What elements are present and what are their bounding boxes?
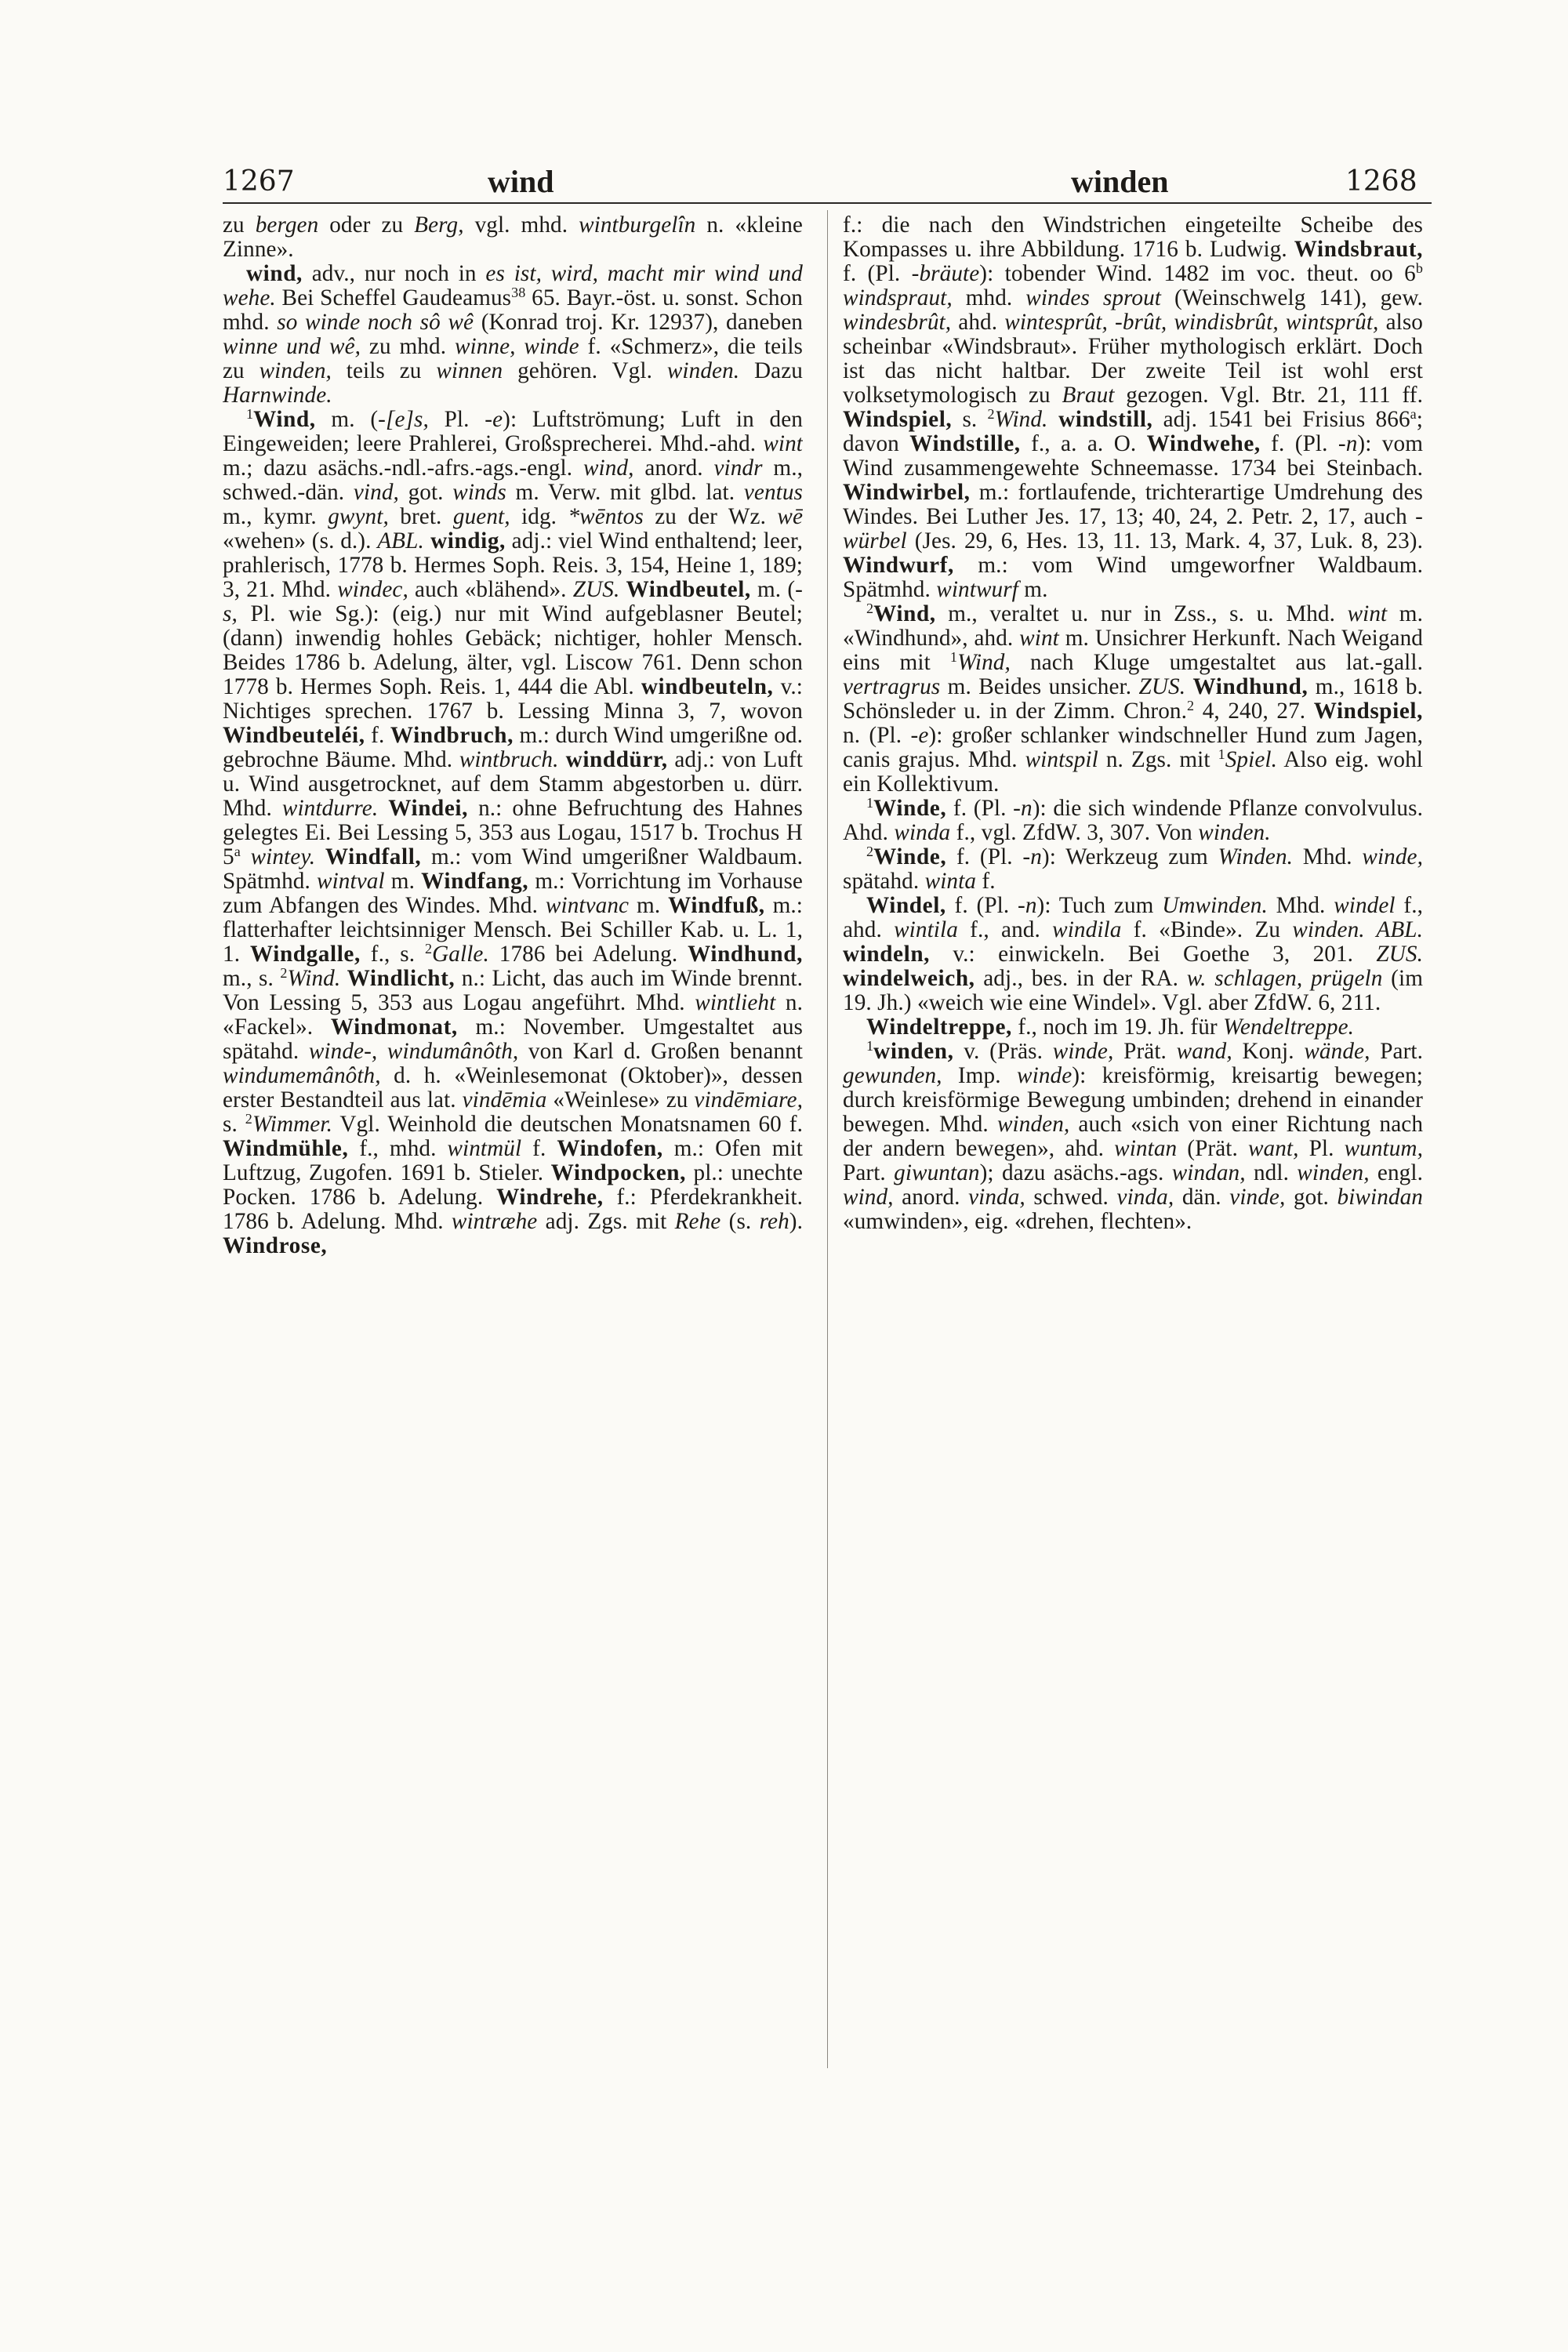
right-column-entry — [843, 213, 1423, 602]
italic-text: wintval — [317, 869, 385, 894]
superscript: 2 — [424, 941, 433, 957]
italic-text: wintræhe — [451, 1209, 538, 1234]
italic-text: Galle. — [432, 942, 489, 967]
italic-text: ABL. — [377, 528, 424, 554]
italic-text: ventus — [743, 480, 803, 505]
entry-text: vgl. mhd. — [463, 213, 579, 238]
entry-text: Imp. — [942, 1063, 1018, 1088]
entry-text: ahd. — [951, 310, 1005, 335]
italic-text: Winden. — [1218, 844, 1294, 869]
entry-text: auch «sich von einer Richtung nach der andern bewegen», ahd. — [843, 1112, 1423, 1161]
entry-text: von Karl d. Großen benannt — [518, 1039, 803, 1064]
italic-text: bräute — [919, 261, 980, 286]
headword: Windwurf, — [843, 553, 954, 578]
entry-text: adj., bes. in der RA. — [975, 966, 1187, 991]
entry-text: (Prät. — [1177, 1136, 1248, 1161]
italic-text: winde, — [1362, 844, 1423, 869]
entry-text: Part. — [843, 1160, 895, 1185]
headword: Windspiel, — [1313, 699, 1423, 724]
entry-text: ): tobender Wind. 1482 im voc. theut. oo 6 — [979, 261, 1416, 286]
entry-text: Pl. - — [428, 407, 493, 432]
entry-text: m., veraltet u. nur in Zss., s. u. Mhd. — [935, 601, 1348, 626]
italic-text: reh — [759, 1209, 789, 1234]
italic-text: biwindan — [1337, 1185, 1423, 1210]
entry-text: s. — [223, 1112, 245, 1137]
italic-text: ZUS. — [572, 577, 620, 602]
entry-text: Prät. — [1113, 1039, 1177, 1064]
headword: windstill, — [1047, 407, 1153, 432]
italic-text: winds — [452, 480, 506, 505]
italic-text: wintlieht — [695, 990, 776, 1015]
italic-text: wint — [763, 431, 803, 456]
italic-text: windila — [1052, 917, 1122, 942]
italic-text: gewunden, — [843, 1063, 942, 1088]
italic-text: winta — [924, 869, 977, 894]
italic-text: winne und wê, — [223, 334, 361, 359]
headword: Windfuß, — [668, 893, 765, 918]
entry-text: ): vom Wind zusammengewehte Schneemasse. 1734 bei Steinbach. — [843, 431, 1423, 481]
entry-text: m.: Ofen mit Luftzug, Zugofen. 1691 b. Stieler. — [223, 1136, 803, 1185]
headword: Windrose, — [223, 1233, 328, 1258]
italic-text: wand, — [1176, 1039, 1232, 1064]
italic-text: wände, — [1304, 1039, 1370, 1064]
entry-text: adv., nur noch in — [302, 261, 486, 286]
entry-text: spätahd. — [843, 869, 925, 894]
right-page-number: 1268 — [1345, 165, 1417, 198]
entry-text: f. — [365, 723, 390, 748]
italic-text: winden, — [996, 1112, 1070, 1137]
entry-text: ); dazu asächs.-ags. — [979, 1160, 1172, 1185]
entry-text: nach Kluge umgestaltet aus lat.-gall. — [1010, 650, 1423, 675]
italic-text: want, — [1247, 1136, 1299, 1161]
entry-text: f. «Schmerz», die teils zu — [223, 334, 803, 383]
entry-text: ): Luftströmung; Luft in den Eingeweiden; leere Prahlerei, Großsprecherei. Mhd.-ahd. — [223, 407, 803, 456]
headword: Windeltreppe, — [866, 1014, 1012, 1040]
entry-text: ): Tuch zum — [1036, 893, 1163, 918]
headword: Windei, — [378, 796, 469, 821]
italic-text: gwynt, — [328, 504, 389, 529]
entry-text: «wehen» (s. d.). — [223, 528, 378, 554]
entry-text: f., mhd. — [348, 1136, 448, 1161]
entry-text: m. Verw. mit glbd. lat. — [506, 480, 744, 505]
entry-text: f. — [521, 1136, 557, 1161]
entry-text: (Konrad troj. Kr. 12937), daneben — [474, 310, 803, 335]
italic-text: würbel — [843, 528, 907, 554]
entry-text: Mhd. — [1293, 844, 1363, 869]
entry-text: Vgl. Weinhold die deutschen Monatsnamen 60 f. — [332, 1112, 803, 1137]
entry-text: f. (Pl. - — [946, 844, 1031, 869]
headword: Windstille, — [909, 431, 1021, 456]
entry-text: m. — [384, 869, 422, 894]
entry-text: 1786 bei Adelung. — [488, 942, 688, 967]
superscript: 2 — [1187, 698, 1195, 714]
left-column-entry — [223, 262, 803, 408]
superscript: 2 — [245, 1111, 252, 1127]
headword: Wind, — [253, 407, 316, 432]
superscript: 2 — [866, 844, 874, 860]
left-column-entry — [223, 213, 803, 262]
italic-text: winden. — [1292, 917, 1365, 942]
entry-text: mhd. — [952, 285, 1026, 310]
entry-text: (Jes. 29, 6, Hes. 13, 11. 13, Mark. 4, 37, Luk. 8, 23). — [906, 528, 1423, 554]
entry-text: ): Werkzeug zum — [1041, 844, 1218, 869]
entry-text: f., and. — [957, 917, 1053, 942]
entry-text: engl. — [1369, 1160, 1423, 1185]
entry-text: ). — [789, 1209, 803, 1234]
headword: Windfang, — [421, 869, 529, 894]
right-keyword: winden — [1071, 164, 1169, 199]
italic-text: giwuntan — [894, 1160, 980, 1185]
entry-text: m.: durch Wind umgerißne od. gebrochne Bäume. Mhd. — [223, 723, 803, 772]
entry-text: (im 19. Jh.) «weich wie eine Windel». Vgl. aber ZfdW. 6, 211. — [843, 966, 1423, 1015]
entry-text: v.: Nichtiges sprechen. 1767 b. Lessing Minna 3, 7, wovon — [223, 674, 803, 724]
italic-text: wintey. — [250, 844, 316, 869]
italic-text: winden. — [666, 358, 740, 383]
italic-text: Umwinden. — [1162, 893, 1268, 918]
italic-text: *wēntos — [568, 504, 644, 529]
italic-text: windes sprout — [1025, 285, 1162, 310]
italic-text: winne, winde — [454, 334, 579, 359]
italic-text: Wind. — [994, 407, 1048, 432]
entry-text: adj.: von Luft u. Wind ausgetrocknet, auf dem Stamm abgestorben u. dürr. Mhd. — [223, 747, 803, 821]
italic-text: wintmül — [447, 1136, 522, 1161]
italic-text: vind, — [353, 480, 399, 505]
entry-text: adj. Zgs. mit — [537, 1209, 675, 1234]
entry-text: teils zu — [331, 358, 437, 383]
entry-text: m.: vom Wind umgeworfner Waldbaum. Spätmhd. — [843, 553, 1423, 602]
entry-text: 4, 240, 27. — [1194, 699, 1314, 724]
headword: Windgalle, — [249, 942, 361, 967]
italic-text: n — [1345, 431, 1358, 456]
italic-text: Spiel. — [1225, 747, 1277, 772]
italic-text: wintan — [1114, 1136, 1178, 1161]
entry-text: f., ahd. — [843, 893, 1423, 942]
entry-text: f. (Pl. - — [1260, 431, 1346, 456]
italic-text: wuntum, — [1344, 1136, 1423, 1161]
entry-text: n. «kleine Zinne». — [223, 213, 803, 262]
headword: Winde, — [873, 796, 947, 821]
italic-text: w. schlagen, prügeln — [1186, 966, 1383, 991]
headword: Windbeutel, — [619, 577, 751, 602]
superscript: 1 — [246, 406, 254, 423]
entry-text: n. «Fackel». — [223, 990, 803, 1040]
entry-text: ): die sich windende Pflanze convolvulus. Ahd. — [843, 796, 1423, 845]
column-divider — [827, 210, 828, 2068]
entry-text: f. (Pl. - — [843, 261, 920, 286]
entry-text: m. — [1018, 577, 1048, 602]
entry-text: 65. Bayr.-öst. u. sonst. Schon mhd. — [223, 285, 803, 335]
italic-text: wintspil — [1025, 747, 1098, 772]
italic-text: [e]s, — [386, 407, 429, 432]
italic-text: vindēmia — [462, 1087, 547, 1112]
headword: Windmühle, — [223, 1136, 349, 1161]
headword: winden, — [873, 1039, 954, 1064]
entry-text: n.: ohne Befruchtung des Hahnes gelegtes Ei. Bei Lessing 5, 353 aus Logau, 1517 b. Trochus H 5 — [223, 796, 803, 869]
entry-text: s. — [952, 407, 988, 432]
headword: windeln, — [843, 942, 931, 967]
italic-text: e — [918, 723, 929, 748]
italic-text: Braut — [1062, 383, 1115, 408]
entry-text: Pl. — [1298, 1136, 1345, 1161]
headword: Windbeuteléi, — [223, 723, 365, 748]
headword: wind, — [246, 261, 303, 286]
entry-text: ): großer schlanker windschneller Hund zum Jagen, canis grajus. Mhd. — [843, 723, 1423, 772]
headword: Windhund, — [1185, 674, 1308, 699]
italic-text: Wind. — [287, 966, 341, 991]
italic-text: Wendeltreppe. — [1223, 1014, 1355, 1040]
headword: Windbruch, — [390, 723, 514, 748]
entry-text: got. — [398, 480, 453, 505]
italic-text: Berg, — [414, 213, 464, 238]
italic-text: wint — [1019, 626, 1059, 651]
entry-text: Part. — [1370, 1039, 1423, 1064]
headword: Windmonat, — [330, 1014, 458, 1040]
entry-text: Dazu — [739, 358, 803, 383]
italic-text: winde-, windumânôth, — [308, 1039, 519, 1064]
entry-text: n.: Licht, das auch im Winde brennt. Von Lessing 5, 353 aus Logau angeführt. Mhd. — [223, 966, 803, 1015]
headword: Windfall, — [315, 844, 422, 869]
entry-text: m. — [629, 893, 669, 918]
italic-text: windan, — [1171, 1160, 1246, 1185]
italic-text: wintwurf — [936, 577, 1018, 602]
headword: windelweich, — [843, 966, 975, 991]
headword: windbeuteln, — [641, 674, 774, 699]
italic-text: wintdurre. — [281, 796, 379, 821]
italic-text: vindēmiare, — [694, 1087, 803, 1112]
entry-text: n. (Pl. - — [843, 723, 919, 748]
entry-text: anord. — [633, 456, 714, 481]
entry-text: zu mhd. — [361, 334, 455, 359]
headword: Windhund, — [688, 942, 803, 967]
italic-text: winden, — [1297, 1160, 1370, 1185]
entry-text: schwed. — [1025, 1185, 1117, 1210]
entry-text: idg. — [510, 504, 568, 529]
italic-text: winden, — [259, 358, 332, 383]
entry-text: adj. 1541 bei Frisius 866 — [1152, 407, 1410, 432]
superscript: 1 — [866, 795, 874, 811]
superscript: 2 — [987, 406, 995, 423]
italic-text: wintvanc — [545, 893, 630, 918]
italic-text: windspraut, — [843, 285, 953, 310]
italic-text: Wind, — [957, 650, 1011, 675]
entry-text: Bei Scheffel Gaudeamus — [275, 285, 512, 310]
italic-text: wint — [1347, 601, 1388, 626]
italic-text: s, — [223, 601, 238, 626]
italic-text: wintburgelîn — [579, 213, 696, 238]
entry-text: n. Zgs. mit — [1098, 747, 1218, 772]
superscript: 2 — [866, 601, 874, 617]
right-column-entry — [843, 797, 1423, 845]
italic-text: windumemânôth, — [223, 1063, 381, 1088]
headword: Winde, — [873, 844, 947, 869]
italic-text: windel — [1334, 893, 1396, 918]
entry-text: f., a. a. O. — [1020, 431, 1147, 456]
superscript: 38 — [511, 285, 526, 301]
entry-text: m., 1618 b. Schönsleder u. in der Zimm. Chron. — [843, 674, 1423, 724]
entry-text: f., vgl. ZfdW. 3, 307. Von — [950, 820, 1199, 845]
entry-text: m., schwed.-dän. — [223, 456, 803, 505]
entry-text: also scheinbar «Windsbraut». Früher mythologisch erklärt. Doch ist das nicht haltbar. Der zweite Teil ist wohl erst volksetymologisch zu — [843, 310, 1423, 408]
superscript: a — [1410, 406, 1417, 423]
entry-text: Also eig. wohl ein Kollektivum. — [843, 747, 1423, 797]
superscript: 2 — [280, 965, 288, 982]
italic-text: vinda, — [1116, 1185, 1174, 1210]
headword: Windspiel, — [843, 407, 953, 432]
headword: Windwehe, — [1146, 431, 1261, 456]
entry-text: f. «Binde». Zu — [1121, 917, 1293, 942]
headword: winddürr, — [558, 747, 668, 772]
entry-text: m.: Vorrichtung im Vorhause zum Abfangen des Windes. Mhd. — [223, 869, 803, 918]
italic-text: ZUS. — [1376, 942, 1423, 967]
italic-text: es ist, wird, macht mir wind und wehe. — [223, 261, 803, 310]
right-column — [843, 213, 1423, 2078]
entry-text: f.: die nach den Windstrichen eingeteilte Scheibe des Kompasses u. ihre Abbildung. 1716 b. Ludwig. — [843, 213, 1423, 262]
italic-text: vinda, — [968, 1185, 1025, 1210]
italic-text: Rehe — [674, 1209, 721, 1234]
entry-text: «Weinlese» zu — [546, 1087, 695, 1112]
entry-text: f., s. — [360, 942, 425, 967]
italic-text: ABL. — [1364, 917, 1423, 942]
italic-text: ZUS. — [1138, 674, 1186, 699]
header-rule — [223, 202, 1432, 204]
entry-text: ndl. — [1245, 1160, 1298, 1185]
headword: Windpocken, — [550, 1160, 686, 1185]
page-header — [0, 0, 1568, 212]
entry-text: m. Beides unsicher. — [940, 674, 1139, 699]
entry-text: m.: flatterhafter leichtsinniger Mensch. Bei Schiller Kab. u. L. 1, 1. — [223, 893, 803, 967]
entry-text: ): kreisförmig, kreisartig bewegen; durch kreisförmige Bewegung umbinden; drehend in einander bewegen. Mhd. — [843, 1063, 1423, 1137]
italic-text: guent, — [452, 504, 510, 529]
entry-text: ; davon — [843, 407, 1423, 456]
right-column-entry — [843, 845, 1423, 894]
headword: Windlicht, — [340, 966, 456, 991]
entry-text: oder zu — [318, 213, 415, 238]
italic-text: winda — [894, 820, 951, 845]
entry-text: v.: einwickeln. Bei Goethe 3, 201. — [930, 942, 1377, 967]
entry-text: m. Unsichrer Herkunft. Nach Weigand eins mit — [843, 626, 1423, 675]
superscript: b — [1415, 260, 1423, 277]
entry-text: f. (Pl. - — [946, 796, 1021, 821]
italic-text: n — [1025, 893, 1037, 918]
headword: Windel, — [866, 893, 946, 918]
entry-text: adj.: viel Wind enthaltend; leer, prahlerisch, 1778 b. Hermes Soph. Reis. 3, 154, Heine 1, 189; 3, 21. Mhd. — [223, 528, 803, 602]
italic-text: wintila — [894, 917, 958, 942]
italic-text: windesbrût, — [843, 310, 952, 335]
headword: Windsbraut, — [1294, 237, 1423, 262]
right-column-entry — [843, 602, 1423, 797]
italic-text: n — [1020, 796, 1033, 821]
italic-text: n — [1030, 844, 1042, 869]
entry-text: «umwinden», eig. «drehen, flechten». — [843, 1209, 1192, 1234]
italic-text: wintesprût, -brût, windisbrût, wintsprût, — [1004, 310, 1379, 335]
entry-text: m.; dazu asächs.-ndl.-afrs.-ags.-engl. — [223, 456, 583, 481]
entry-text: zu — [223, 213, 256, 238]
headword: windig, — [423, 528, 506, 554]
entry-text: dän. — [1174, 1185, 1230, 1210]
entry-text: m., kymr. — [223, 504, 328, 529]
entry-text — [241, 844, 251, 869]
entry-text: Mhd. — [1267, 893, 1334, 918]
left-keyword: wind — [488, 164, 554, 199]
entry-text: got. — [1285, 1185, 1338, 1210]
italic-text: wintbruch. — [459, 747, 559, 772]
italic-text: winnen — [436, 358, 503, 383]
entry-text: m.: November. Umgestaltet aus spätahd. — [223, 1014, 803, 1064]
italic-text: wind, — [843, 1185, 894, 1210]
entry-text: bret. — [388, 504, 453, 529]
right-column-entry — [843, 1015, 1423, 1040]
right-column-entry — [843, 1040, 1423, 1234]
italic-text: winde — [1017, 1063, 1073, 1088]
superscript: 1 — [866, 1038, 874, 1054]
headword: Windofen, — [557, 1136, 663, 1161]
entry-text: v. (Präs. — [953, 1039, 1053, 1064]
italic-text: wē — [777, 504, 803, 529]
entry-text: m., s. — [223, 966, 281, 991]
entry-text: anord. — [893, 1185, 969, 1210]
italic-text: so winde noch sô wê — [277, 310, 474, 335]
superscript: 1 — [949, 649, 958, 666]
superscript: 1 — [1218, 746, 1225, 763]
italic-text: winde, — [1052, 1039, 1114, 1064]
entry-text: m. (- — [750, 577, 803, 602]
entry-text: f.: Pferdekrankheit. 1786 b. Adelung. Mhd. — [223, 1185, 803, 1234]
left-page-number: 1267 — [223, 165, 295, 198]
headword: Windrehe, — [496, 1185, 604, 1210]
headword: Wind, — [873, 601, 936, 626]
left-column-entry — [223, 408, 803, 1258]
entry-text: m.: vom Wind umgerißner Waldbaum. Spätmhd. — [223, 844, 803, 894]
italic-text: windec, — [337, 577, 408, 602]
entry-text: d. h. «Weinlesemonat (Oktober)», dessen erster Bestandteil aus lat. — [223, 1063, 803, 1112]
entry-text: gezogen. Vgl. Btr. 21, 111 ff. — [1114, 383, 1423, 408]
entry-text: (s. — [720, 1209, 760, 1234]
entry-text: Konj. — [1232, 1039, 1305, 1064]
italic-text: vertragrus — [843, 674, 941, 699]
entry-text: f. — [976, 869, 996, 894]
entry-text: m.: fortlaufende, trichterartige Umdrehung des Windes. Bei Luther Jes. 17, 13; 40, 24, 2. Petr. 2, 17, auch - — [843, 480, 1423, 529]
entry-text: gehören. Vgl. — [503, 358, 667, 383]
italic-text: wind, — [583, 456, 634, 481]
entry-text: zu der Wz. — [643, 504, 778, 529]
entry-text: auch «blähend». — [408, 577, 573, 602]
headword: Windwirbel, — [843, 480, 971, 505]
left-column — [223, 213, 803, 2078]
entry-text: m. «Windhund», ahd. — [843, 601, 1423, 651]
italic-text: Harnwinde. — [223, 383, 332, 408]
right-column-entry — [843, 894, 1423, 1015]
superscript: a — [234, 844, 241, 860]
italic-text: vindr — [713, 456, 763, 481]
entry-text: f., noch im 19. Jh. für — [1011, 1014, 1224, 1040]
entry-text: m. (- — [315, 407, 387, 432]
entry-text: f. (Pl. - — [946, 893, 1025, 918]
italic-text: bergen — [255, 213, 319, 238]
entry-text: pl.: unechte Pocken. 1786 b. Adelung. — [223, 1160, 803, 1210]
italic-text: winden. — [1198, 820, 1271, 845]
italic-text: Wimmer. — [252, 1112, 332, 1137]
italic-text: vinde, — [1229, 1185, 1286, 1210]
entry-text: Pl. wie Sg.): (eig.) nur mit Wind aufgeblasner Beutel; (dann) inwendig hohles Gebäck; nichtiger, hohler Mensch. Beides 1786 b. Adelung, älter, vgl. Liscow 761. Denn schon 1778 b. Hermes Soph. Reis. 1, 444 die Abl. — [223, 601, 803, 699]
italic-text: e — [492, 407, 503, 432]
entry-text: (Weinschwelg 141), gew. — [1161, 285, 1423, 310]
